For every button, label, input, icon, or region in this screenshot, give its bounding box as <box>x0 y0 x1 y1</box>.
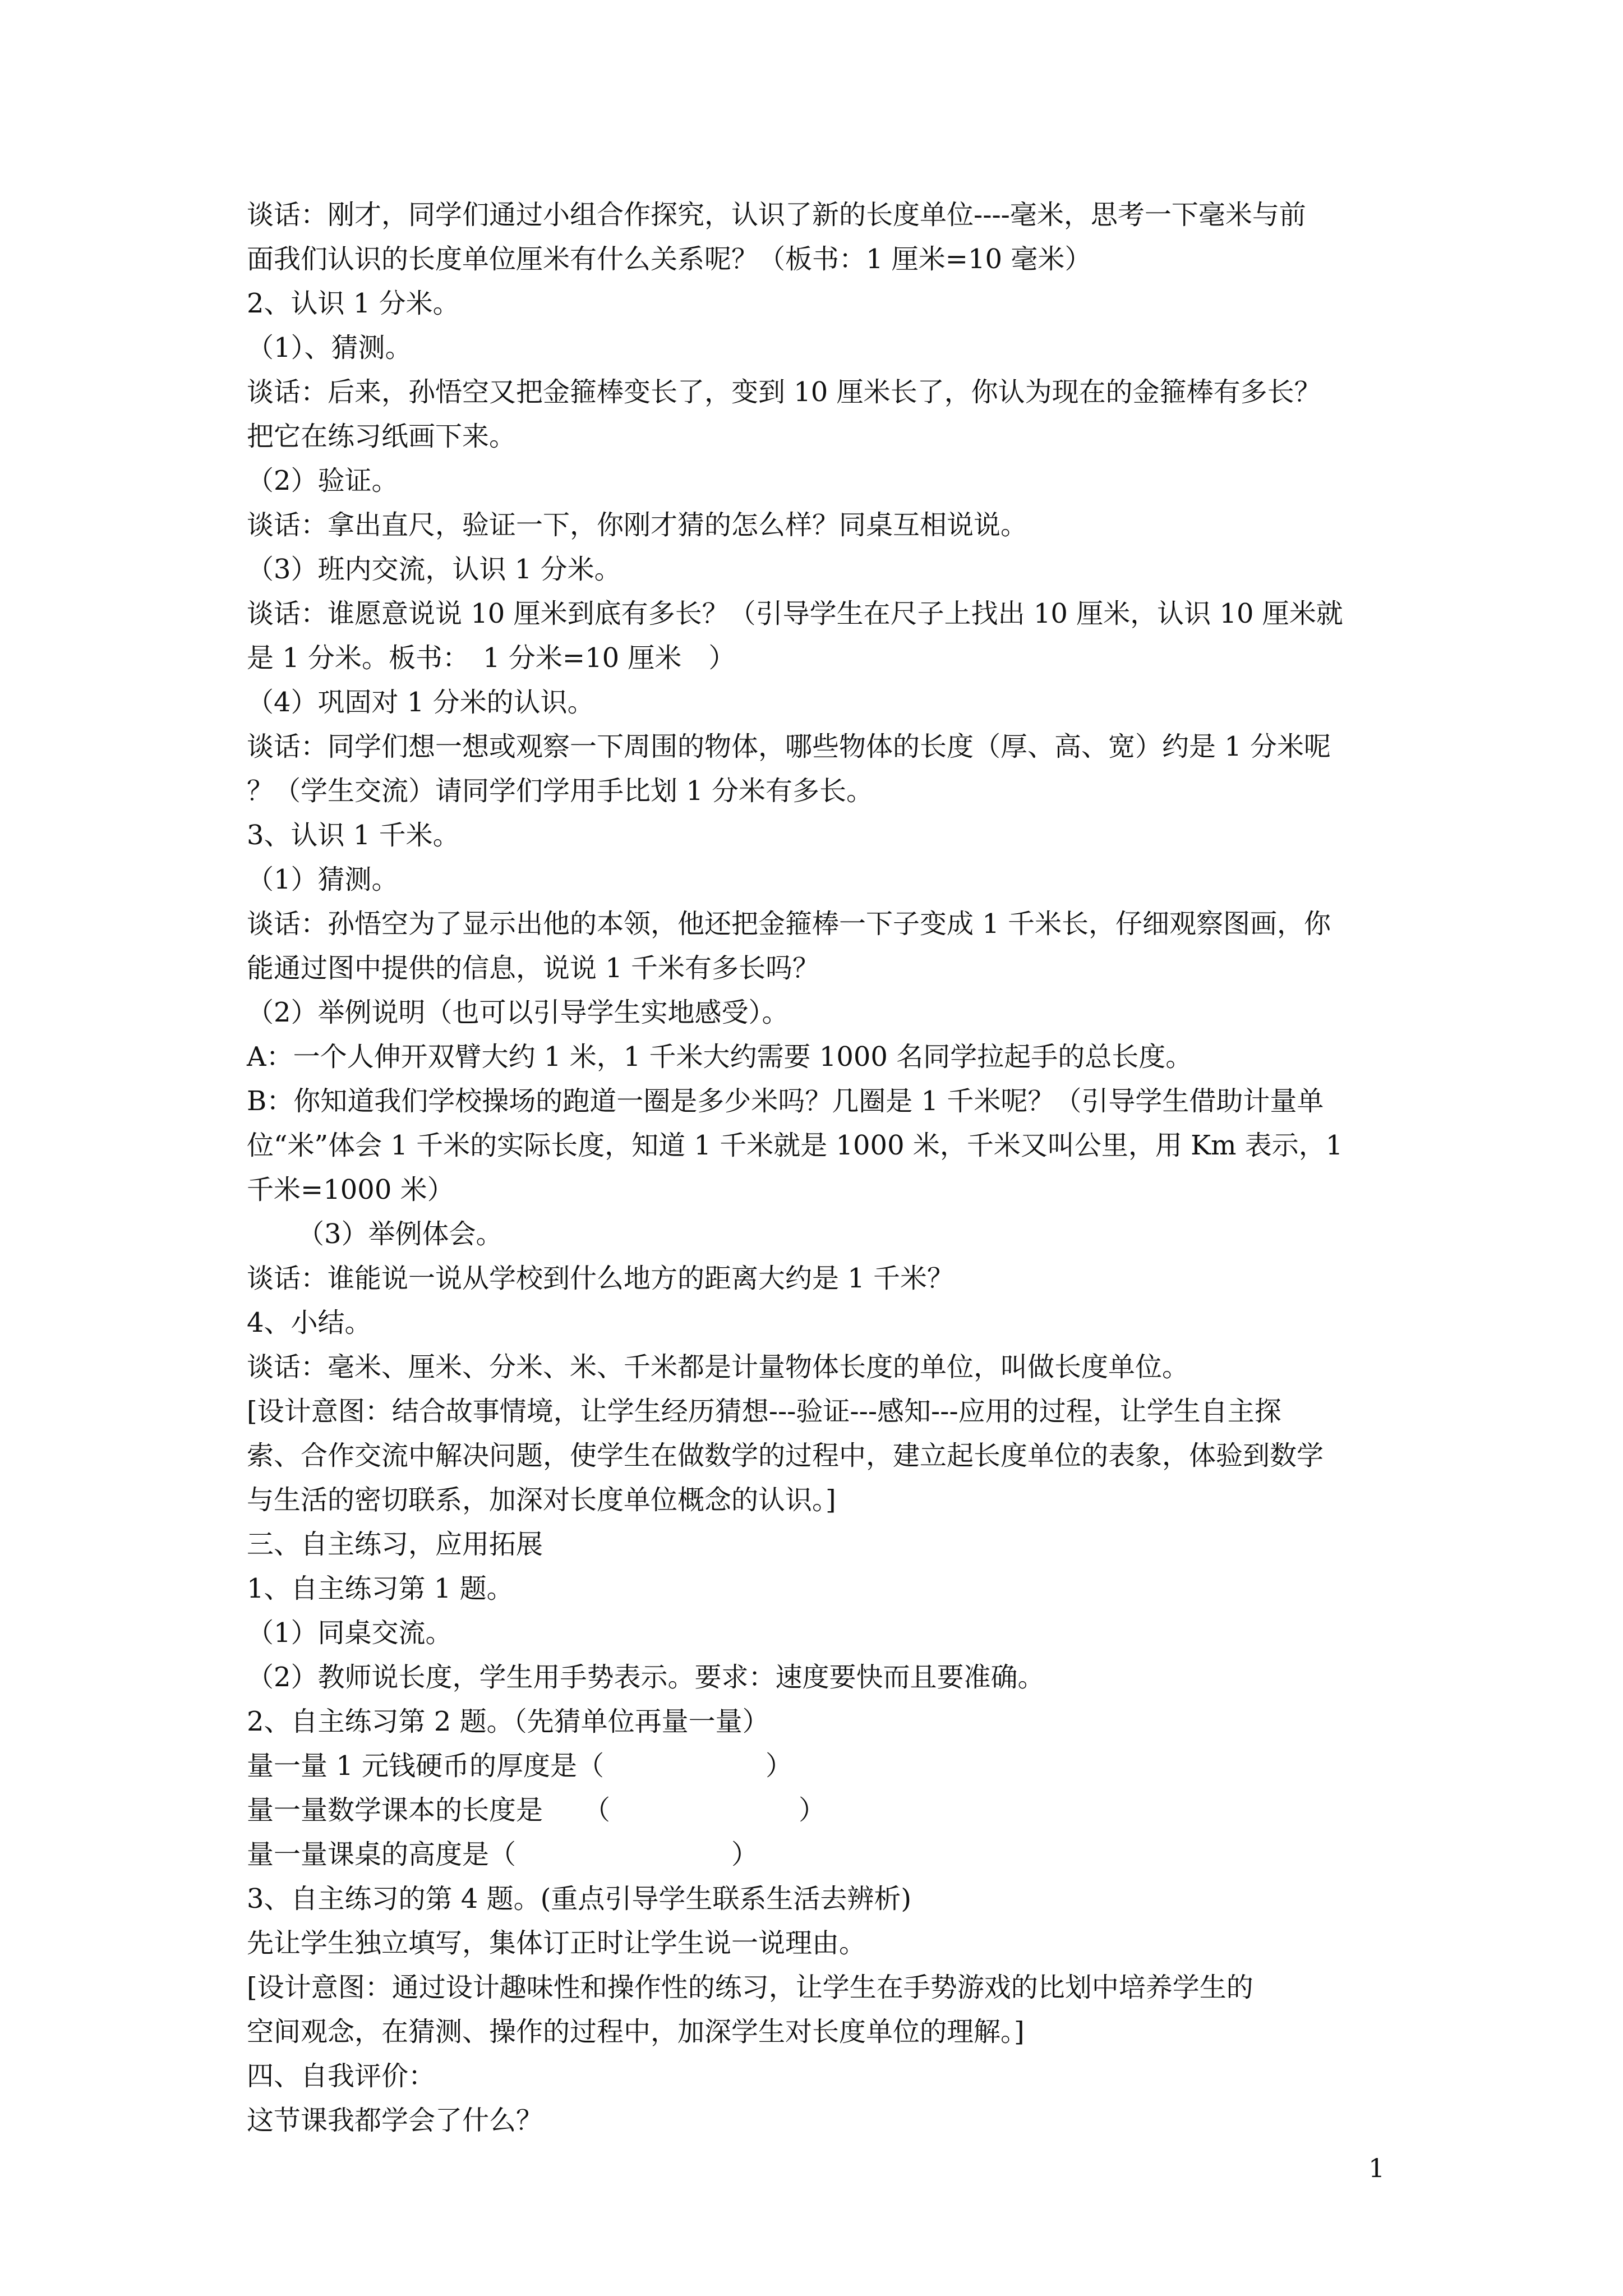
text-line: 2、认识 1 分米。 <box>247 288 460 319</box>
text-line: 空间观念，在猜测、操作的过程中，加深学生对长度单位的理解。] <box>247 2016 1025 2047</box>
text-line: （2）验证。 <box>247 465 399 496</box>
text-line: 谈话：毫米、厘米、分米、米、千米都是计量物体长度的单位，叫做长度单位。 <box>247 1351 1189 1383</box>
text-line: ？（学生交流）请同学们学用手比划 1 分米有多长。 <box>247 775 874 807</box>
document-body <box>247 193 1391 2143</box>
text-line: 谈话：拿出直尺，验证一下，你刚才猜的怎么样？同桌互相说说。 <box>247 509 1028 541</box>
text-line: 谈话：刚才，同学们通过小组合作探究，认识了新的长度单位----毫米，思考一下毫米与前 <box>247 199 1306 231</box>
text-line: 2、自主练习第 2 题。（先猜单位再量一量） <box>247 1706 769 1737</box>
text-line: 3、认识 1 千米。 <box>247 820 460 851</box>
text-line: 能通过图中提供的信息，说说 1 千米有多长吗？ <box>247 953 820 984</box>
text-line: 位“米”体会 1 千米的实际长度，知道 1 千米就是 1000 米，千米又叫公里，用 Km 表示，1 <box>247 1130 1343 1161</box>
text-line: （1）同桌交流。 <box>247 1617 453 1649</box>
text-line: 谈话：谁能说一说从学校到什么地方的距离大约是 1 千米？ <box>247 1263 955 1294</box>
text-line: 是 1 分米。板书： 1 分米=10 厘米 ） <box>247 642 736 674</box>
text-line: 面我们认识的长度单位厘米有什么关系呢？（板书：1 厘米=10 毫米） <box>247 243 1092 275</box>
text-line: B：你知道我们学校操场的跑道一圈是多少米吗？几圈是 1 千米呢？（引导学生借助计量单 <box>247 1085 1324 1117</box>
text-line: 量一量课桌的高度是（ ） <box>247 1839 759 1870</box>
page-number: 1 <box>1368 2153 1385 2183</box>
text-line: （1）猜测。 <box>247 864 399 895</box>
text-line: （3）班内交流，认识 1 分米。 <box>247 554 621 585</box>
text-line: （1）、猜测。 <box>247 332 412 364</box>
text-line: （4）巩固对 1 分米的认识。 <box>247 687 594 718</box>
text-line: [设计意图：结合故事情境，让学生经历猜想---验证---感知---应用的过程，让学生自主探 <box>247 1396 1281 1427</box>
text-line: 索、合作交流中解决问题，使学生在做数学的过程中，建立起长度单位的表象，体验到数学 <box>247 1440 1324 1471</box>
text-line: 四、自我评价： <box>247 2060 436 2092</box>
text-line: 千米=1000 米） <box>247 1174 454 1205</box>
text-line: （3）举例体会。 <box>297 1218 503 1250</box>
text-line: 把它在练习纸画下来。 <box>247 421 517 452</box>
text-line: （2）举例说明（也可以引导学生实地感受）。 <box>247 997 789 1028</box>
text-line: 量一量数学课本的长度是 （ ） <box>247 1795 826 1826</box>
text-line: 谈话：同学们想一想或观察一下周围的物体，哪些物体的长度（厚、高、宽）约是 1 分米呢 <box>247 731 1331 762</box>
text-line: A：一个人伸开双臂大约 1 米，1 千米大约需要 1000 名同学拉起手的总长度。 <box>247 1041 1193 1073</box>
text-line: 3、自主练习的第 4 题。(重点引导学生联系生活去辨析) <box>247 1883 912 1915</box>
text-line: 1、自主练习第 1 题。 <box>247 1573 514 1604</box>
text-line: 量一量 1 元钱硬币的厚度是（ ） <box>247 1750 793 1782</box>
text-line: 谈话：后来，孙悟空又把金箍棒变长了，变到 10 厘米长了，你认为现在的金箍棒有多长？ <box>247 376 1321 408</box>
text-line: 这节课我都学会了什么？ <box>247 2105 543 2136</box>
text-line: [设计意图：通过设计趣味性和操作性的练习，让学生在手势游戏的比划中培养学生的 <box>247 1972 1253 2003</box>
text-line: （2）教师说长度，学生用手势表示。要求：速度要快而且要准确。 <box>247 1662 1045 1693</box>
text-line: 4、小结。 <box>247 1307 372 1338</box>
text-line: 谈话：孙悟空为了显示出他的本领，他还把金箍棒一下子变成 1 千米长，仔细观察图画，你 <box>247 908 1331 940</box>
text-line: 谈话：谁愿意说说 10 厘米到底有多长？（引导学生在尺子上找出 10 厘米，认识 10 厘米就 <box>247 598 1343 629</box>
text-line: 先让学生独立填写，集体订正时让学生说一说理由。 <box>247 1927 866 1959</box>
text-line: 与生活的密切联系，加深对长度单位概念的认识。] <box>247 1484 836 1516</box>
text-line: 三、自主练习，应用拓展 <box>247 1529 543 1560</box>
